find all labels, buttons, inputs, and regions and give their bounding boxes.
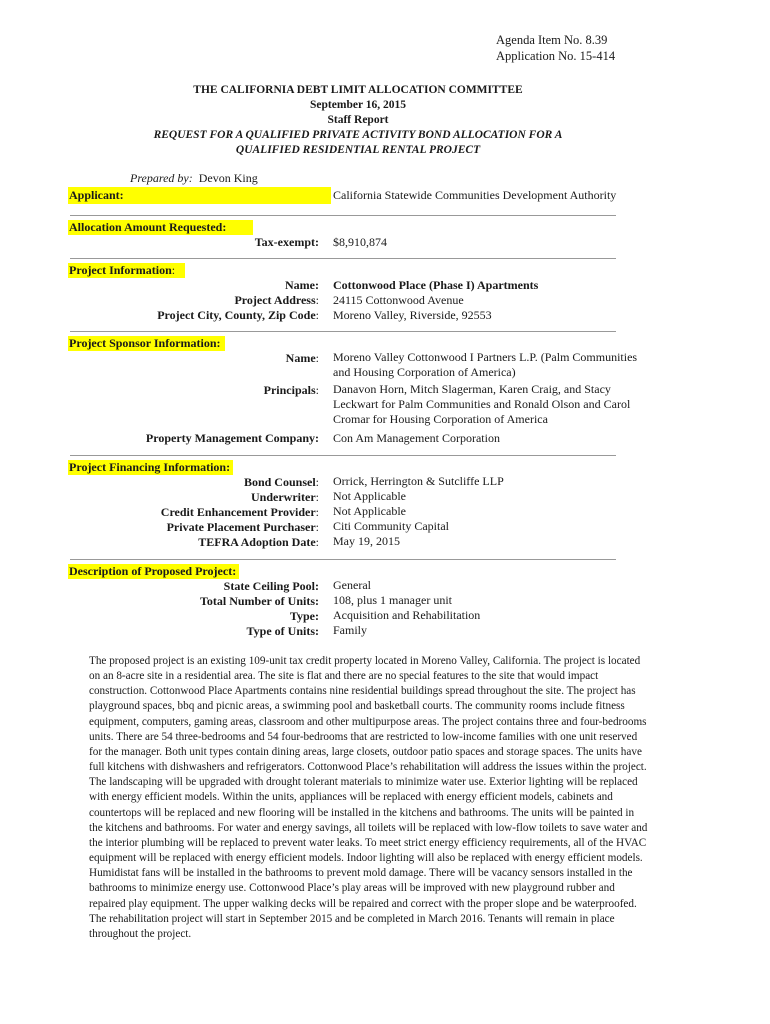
project-name-label: Name:: [285, 278, 319, 292]
prepared-by: [130, 171, 258, 186]
sponsor-name-label: Name:: [285, 351, 319, 365]
project-type-value: Acquisition and Rehabilitation: [333, 608, 481, 622]
underwriter-label: Underwriter:: [251, 490, 319, 504]
underwriter-label-text: Underwriter: [251, 490, 316, 504]
prepared-by-label: Prepared by:: [130, 171, 193, 185]
credit-enhancement-label: Credit Enhancement Provider:: [160, 505, 319, 519]
private-placement-value: Citi Community Capital: [333, 519, 450, 533]
tax-exempt-value: $8,910,874: [333, 235, 387, 249]
project-type-label: Type:: [289, 609, 319, 623]
total-units-value: 108, plus 1 manager unit: [333, 593, 452, 607]
project-description-paragraph: The proposed project is an existing 109-unit tax credit property located in Moreno Valley, California. The project is located on an 8-acre site in a residential area. The site is flat and there are no special features to the site that would impact construction. Cottonwood Place Apartments contains nine residential buildings spread throughout the site. The project has playground spaces, bbq and picnic areas, a swimming pool and basketball courts. The community rooms include fitness equipment, computers, gaming areas, classroom and other multipurpose areas. The project contains three and four-bedrooms units. There are 54 three-bedrooms and 54 four-bedrooms that are restricted to low-income families with one unit reserved for the manager. Both unit types contain dining areas, large closets, outdoor patio spaces and storage spaces. The units have full kitchens with dishwashers and refrigerators. Cottonwood Place’s rehabilitation will address the issues within the project. The landscaping will be upgraded with drought tolerant materials to minimize water use. Exterior lighting will be replaced with energy efficient models. Within the units, appliances will be replaced with energy efficient models, cabinets and countertops will be replaced and new flooring will be installed in the kitchens and bathrooms. The units will be painted in the kitchens and bathrooms. For water and energy savings, all toilets will be replaced with low-flow toilets to save water and the interior plumbing will be replaced to prevent water leaks. To meet strict energy efficiency requirements, all of the HVAC equipment will be replaced with energy efficient models. Indoor lighting will also be replaced with energy efficient models. Humidistat fans will be installed in the bathrooms to prevent mold damage. There will be vacancy sensors installed in the bathrooms to minimize energy use. Cottonwood Place’s play areas will be improved with new playground rubber and repaired play equipment. The upper walking decks will be repaired and correct with the proper slope and be waterproofed. The rehabilitation project will start in September 2015 and be completed in March 2016. Tenants will remain in place throughout the project.: [89, 655, 648, 940]
report-type: Staff Report: [327, 114, 389, 126]
total-units-label: Total Number of Units:: [199, 594, 319, 608]
applicant-label: Applicant:: [68, 187, 331, 204]
sponsor-name-label-text: Name: [285, 351, 316, 365]
credit-enhancement-value: Not Applicable: [333, 504, 406, 518]
project-address-label: Project Address:: [234, 293, 319, 307]
principals-value: Danavon Horn, Mitch Slagerman, Karen Craig, and Stacy Leckwart for Palm Communities and Ronald Olson and Carol Cromar for Housing Corporation of America: [333, 382, 631, 427]
bond-counsel-value: Orrick, Herrington & Sutcliffe LLP: [333, 474, 504, 488]
project-city-label: Project City, County, Zip Code:: [157, 308, 319, 322]
principals-label-text: Principals: [263, 383, 316, 397]
sponsor-name-value: Moreno Valley Cottonwood I Partners L.P. (Palm Communities and Housing Corporation of America): [333, 350, 638, 380]
project-address-label-text: Project Address: [234, 293, 316, 307]
section-divider: [70, 331, 616, 332]
agenda-item-number: Agenda Item No. 8.39: [496, 33, 608, 47]
project-address-value: 24115 Cottonwood Avenue: [333, 293, 464, 307]
application-number: Application No. 15-414: [496, 49, 616, 63]
project-city-value: Moreno Valley, Riverside, 92553: [333, 308, 492, 322]
private-placement-label: Private Placement Purchaser:: [166, 520, 319, 534]
tefra-date-value: May 19, 2015: [333, 534, 400, 548]
applicant-value: California Statewide Communities Development Authority: [333, 188, 617, 202]
section-divider: [70, 559, 616, 560]
report-date: September 16, 2015: [310, 99, 406, 111]
tefra-date-label-text: TEFRA Adoption Date: [198, 535, 316, 549]
bond-counsel-label-text: Bond Counsel: [243, 475, 316, 489]
principals-label: Principals:: [263, 383, 319, 397]
state-ceiling-pool-label: State Ceiling Pool:: [223, 579, 319, 593]
section-divider: [70, 258, 616, 259]
tax-exempt-label: Tax-exempt:: [254, 235, 319, 249]
project-info-heading: Project Information:: [68, 263, 185, 278]
preparer-name: Devon King: [198, 171, 258, 185]
description-heading: Description of Proposed Project:: [68, 564, 239, 579]
underwriter-value: Not Applicable: [333, 489, 406, 503]
unit-type-value: Family: [333, 623, 368, 637]
unit-type-label: Type of Units:: [246, 624, 319, 638]
tefra-date-label: TEFRA Adoption Date:: [198, 535, 319, 549]
allocation-heading: Allocation Amount Requested:: [68, 220, 253, 235]
project-name-value: Cottonwood Place (Phase I) Apartments: [333, 278, 539, 292]
request-title-line-2: QUALIFIED RESIDENTIAL RENTAL PROJECT: [235, 144, 481, 156]
sponsor-heading: Project Sponsor Information:: [68, 336, 225, 351]
agenda-header: [496, 32, 615, 64]
request-title-line-1: REQUEST FOR A QUALIFIED PRIVATE ACTIVITY BOND ALLOCATION FOR A: [153, 129, 563, 141]
property-management-value: Con Am Management Corporation: [333, 431, 500, 445]
section-divider: [70, 215, 616, 216]
committee-title: THE CALIFORNIA DEBT LIMIT ALLOCATION COMMITTEE: [193, 84, 523, 96]
credit-enhancement-label-text: Credit Enhancement Provider: [160, 505, 316, 519]
financing-heading: Project Financing Information:: [68, 460, 233, 475]
property-management-label: Property Management Company:: [145, 431, 319, 445]
section-divider: [70, 455, 616, 456]
project-city-label-text: Project City, County, Zip Code: [157, 308, 316, 322]
private-placement-label-text: Private Placement Purchaser: [166, 520, 316, 534]
bond-counsel-label: Bond Counsel:: [243, 475, 319, 489]
project-info-heading-text: Project Information: [69, 263, 172, 277]
state-ceiling-pool-value: General: [333, 578, 371, 592]
